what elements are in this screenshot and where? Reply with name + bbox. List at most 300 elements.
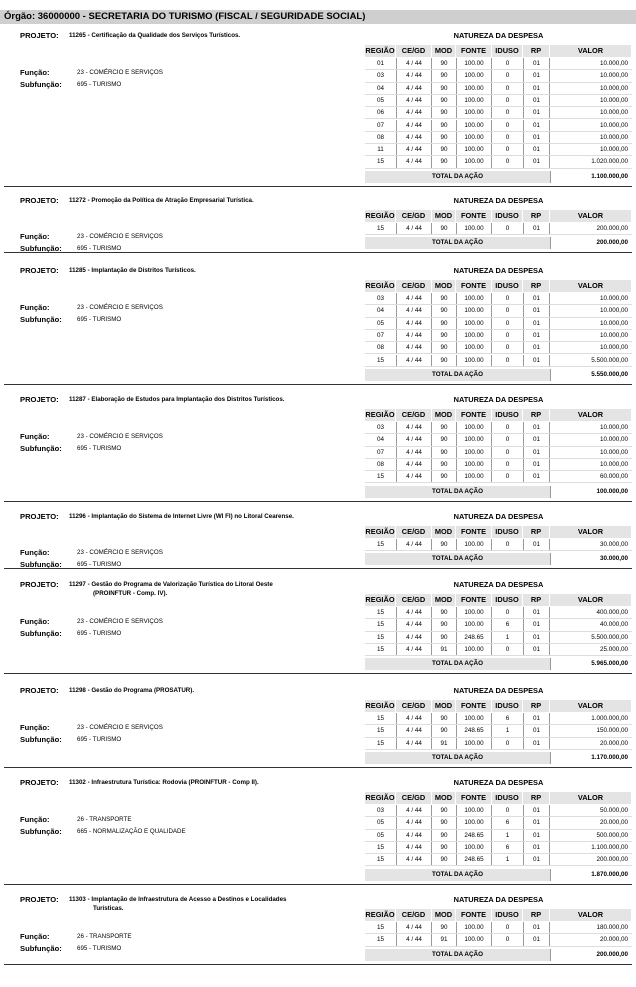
table-cell: 15 bbox=[376, 473, 384, 481]
table-cell: 100.00 bbox=[456, 223, 492, 234]
column-header: VALOR bbox=[550, 909, 632, 921]
table-row bbox=[365, 83, 632, 95]
funcao-label: Função: bbox=[20, 68, 50, 77]
section-divider bbox=[4, 186, 632, 187]
table-cell: 06 bbox=[376, 109, 384, 117]
table-cell: 0 bbox=[505, 344, 510, 352]
subfuncao-value: 695 - TURISMO bbox=[77, 316, 122, 323]
natureza-despesa-heading: NATUREZA DA DESPESA bbox=[453, 686, 544, 695]
table-cell: 90 bbox=[440, 819, 448, 827]
table-cell: 0 bbox=[505, 96, 510, 104]
table-cell: 4 / 44 bbox=[396, 132, 432, 143]
table-cell: 50.000,00 bbox=[599, 807, 628, 814]
column-header: FONTE bbox=[456, 280, 492, 292]
table-cell: 180.000,00 bbox=[596, 924, 628, 931]
table-cell: 5.500.000,00 bbox=[591, 633, 628, 641]
table-cell: 10.000,00 bbox=[599, 121, 628, 129]
funcao-label: Função: bbox=[20, 723, 50, 732]
table-cell: 01 bbox=[523, 459, 550, 470]
table-cell: 100.00 bbox=[456, 471, 492, 482]
table-cell: 90 bbox=[440, 344, 448, 352]
table-cell: 4 / 44 bbox=[396, 607, 432, 618]
table-cell: 100.00 bbox=[456, 330, 492, 341]
table-cell: 4 / 44 bbox=[396, 120, 432, 131]
table-cell: 01 bbox=[523, 854, 550, 865]
section-divider bbox=[4, 964, 632, 965]
table-header bbox=[365, 792, 632, 804]
table-cell: 5.500.000,00 bbox=[591, 356, 628, 364]
table-row bbox=[365, 447, 632, 459]
section-divider bbox=[4, 673, 632, 674]
total-value: 1.100.000,00 bbox=[550, 171, 632, 183]
table-cell: 90 bbox=[440, 807, 448, 814]
total-value: 1.170.000,00 bbox=[550, 752, 632, 764]
table-cell: 04 bbox=[376, 436, 384, 444]
subfuncao-label: Subfunção: bbox=[20, 944, 62, 953]
table-cell: 1 bbox=[505, 856, 510, 864]
column-header: CE/GD bbox=[396, 409, 432, 421]
table-cell: 01 bbox=[523, 422, 550, 433]
table-row bbox=[365, 342, 632, 354]
column-header: RP bbox=[523, 280, 550, 292]
table-cell: 20.000,00 bbox=[599, 819, 628, 827]
table-row bbox=[365, 305, 632, 317]
table-cell: 01 bbox=[523, 120, 550, 131]
column-header: MOD bbox=[432, 45, 456, 57]
total-label: TOTAL DA AÇÃO bbox=[365, 869, 550, 881]
column-header: RP bbox=[523, 594, 550, 606]
table-cell: 100.00 bbox=[456, 713, 492, 724]
subfuncao-label: Subfunção: bbox=[20, 80, 62, 89]
column-header: CE/GD bbox=[396, 909, 432, 921]
table-cell: 100.00 bbox=[456, 738, 492, 749]
subfuncao-label: Subfunção: bbox=[20, 244, 62, 253]
table-cell: 01 bbox=[523, 830, 550, 841]
table-cell: 01 bbox=[523, 619, 550, 630]
table-cell: 90 bbox=[440, 72, 448, 80]
table-row bbox=[365, 805, 632, 817]
column-header: IDUSO bbox=[492, 594, 523, 606]
funcao-value: 23 - COMÉRCIO E SERVIÇOS bbox=[77, 69, 163, 76]
column-header: CE/GD bbox=[396, 526, 432, 538]
table-row bbox=[365, 817, 632, 829]
table-cell: 01 bbox=[523, 607, 550, 618]
column-header: IDUSO bbox=[492, 210, 523, 222]
total-label: TOTAL DA AÇÃO bbox=[365, 553, 550, 565]
table-row bbox=[365, 293, 632, 305]
table-cell: 10.000,00 bbox=[599, 109, 628, 117]
table-cell: 0 bbox=[505, 121, 510, 129]
table-cell: 100.00 bbox=[456, 305, 492, 316]
table-cell: 4 / 44 bbox=[396, 355, 432, 366]
table-cell: 01 bbox=[523, 539, 550, 550]
table-cell: 40.000,00 bbox=[599, 621, 628, 629]
total-label: TOTAL DA AÇÃO bbox=[365, 658, 550, 670]
table-cell: 30.000,00 bbox=[599, 541, 628, 548]
table-row bbox=[365, 922, 632, 934]
column-header: FONTE bbox=[456, 594, 492, 606]
column-header: CE/GD bbox=[396, 700, 432, 712]
subfuncao-label: Subfunção: bbox=[20, 444, 62, 453]
natureza-despesa-heading: NATUREZA DA DESPESA bbox=[453, 31, 544, 40]
table-cell: 15 bbox=[376, 727, 384, 735]
table-row bbox=[365, 330, 632, 342]
table-cell: 400.000,00 bbox=[596, 609, 628, 616]
total-row bbox=[365, 658, 632, 670]
table-cell: 10.000,00 bbox=[599, 436, 628, 444]
projeto-title: 11296 - Implantação do Sistema de Internet Livre (WI FI) no Litoral Cearense. bbox=[69, 513, 294, 520]
table-cell: 100.00 bbox=[456, 447, 492, 458]
table-cell: 4 / 44 bbox=[396, 223, 432, 234]
total-label: TOTAL DA AÇÃO bbox=[365, 752, 550, 764]
column-header: RP bbox=[523, 45, 550, 57]
table-cell: 90 bbox=[440, 319, 448, 327]
table-cell: 4 / 44 bbox=[396, 58, 432, 69]
column-header: VALOR bbox=[550, 210, 632, 222]
table-cell: 0 bbox=[505, 448, 510, 456]
funcao-value: 23 - COMÉRCIO E SERVIÇOS bbox=[77, 618, 163, 625]
column-header: VALOR bbox=[550, 594, 632, 606]
table-cell: 200.000,00 bbox=[596, 856, 628, 864]
table-cell: 90 bbox=[440, 295, 448, 302]
table-cell: 15 bbox=[376, 843, 384, 851]
table-cell: 6 bbox=[505, 621, 510, 629]
section-divider bbox=[4, 767, 632, 768]
column-header: VALOR bbox=[550, 280, 632, 292]
table-cell: 11 bbox=[377, 146, 384, 154]
table-cell: 0 bbox=[505, 307, 510, 315]
table-cell: 100.00 bbox=[456, 156, 492, 167]
table-cell: 0 bbox=[505, 158, 510, 166]
projeto-title-cont: (PROINFTUR - Comp. IV). bbox=[93, 590, 168, 597]
projeto-label: PROJETO: bbox=[20, 580, 59, 589]
column-header: MOD bbox=[432, 792, 456, 804]
table-row bbox=[365, 459, 632, 471]
table-cell: 90 bbox=[440, 60, 448, 67]
table-cell: 01 bbox=[523, 144, 550, 155]
table-cell: 0 bbox=[505, 541, 510, 548]
column-header: FONTE bbox=[456, 409, 492, 421]
table-cell: 01 bbox=[523, 58, 550, 69]
table-cell: 0 bbox=[505, 295, 510, 302]
table-cell: 05 bbox=[376, 831, 384, 839]
table-cell: 0 bbox=[505, 84, 510, 92]
table-cell: 100.00 bbox=[456, 459, 492, 470]
subfuncao-label: Subfunção: bbox=[20, 827, 62, 836]
table-cell: 10.000,00 bbox=[599, 72, 628, 80]
column-header: REGIÃO bbox=[365, 910, 395, 919]
table-cell: 4 / 44 bbox=[396, 70, 432, 81]
table-cell: 4 / 44 bbox=[396, 83, 432, 94]
table-cell: 248.65 bbox=[456, 632, 492, 643]
total-row bbox=[365, 171, 632, 183]
table-cell: 90 bbox=[440, 856, 448, 864]
table-cell: 90 bbox=[440, 96, 448, 104]
table-cell: 15 bbox=[376, 621, 384, 629]
funcao-label: Função: bbox=[20, 815, 50, 824]
table-cell: 4 / 44 bbox=[396, 854, 432, 865]
column-header: VALOR bbox=[550, 526, 632, 538]
table-cell: 10.000,00 bbox=[599, 331, 628, 339]
table-cell: 01 bbox=[523, 95, 550, 106]
total-value: 200.000,00 bbox=[550, 237, 632, 249]
table-cell: 1.100.000,00 bbox=[591, 843, 628, 851]
table-cell: 6 bbox=[505, 843, 510, 851]
section-divider bbox=[4, 501, 632, 502]
column-header: CE/GD bbox=[396, 210, 432, 222]
table-cell: 90 bbox=[440, 448, 448, 456]
table-cell: 100.00 bbox=[456, 107, 492, 118]
section-divider bbox=[4, 884, 632, 885]
column-header: VALOR bbox=[550, 45, 632, 57]
table-row bbox=[365, 144, 632, 156]
table-cell: 90 bbox=[440, 609, 448, 616]
table-cell: 90 bbox=[440, 146, 448, 154]
table-cell: 90 bbox=[440, 715, 448, 722]
table-cell: 03 bbox=[376, 807, 384, 814]
table-row bbox=[365, 95, 632, 107]
table-cell: 4 / 44 bbox=[396, 934, 432, 945]
section-divider bbox=[4, 384, 632, 385]
subfuncao-value: 695 - TURISMO bbox=[77, 945, 122, 952]
table-cell: 4 / 44 bbox=[396, 805, 432, 816]
table-cell: 100.00 bbox=[456, 70, 492, 81]
total-label: TOTAL DA AÇÃO bbox=[365, 949, 550, 961]
table-cell: 01 bbox=[523, 156, 550, 167]
table-header bbox=[365, 45, 632, 57]
projeto-title: 11302 - Infraestrutura Turística: Rodovia (PROINFTUR - Comp II). bbox=[69, 779, 259, 786]
table-cell: 10.000,00 bbox=[599, 60, 628, 67]
table-cell: 01 bbox=[523, 738, 550, 749]
column-header: REGIÃO bbox=[365, 281, 395, 290]
total-row bbox=[365, 869, 632, 881]
column-header: REGIÃO bbox=[365, 595, 395, 604]
table-cell: 10.000,00 bbox=[599, 295, 628, 302]
table-cell: 01 bbox=[523, 934, 550, 945]
column-header: REGIÃO bbox=[365, 410, 395, 419]
table-cell: 90 bbox=[440, 158, 448, 166]
table-cell: 100.00 bbox=[456, 293, 492, 304]
column-header: RP bbox=[523, 700, 550, 712]
projeto-title: 11287 - Elaboração de Estudos para Implantação dos Distritos Turísticos. bbox=[69, 396, 285, 403]
projeto-title: 11272 - Promoção da Política de Atração Empresarial Turística. bbox=[69, 197, 254, 204]
subfuncao-label: Subfunção: bbox=[20, 735, 62, 744]
projeto-title: 11303 - Implantação de Infraestrutura de Acesso a Destinos e Localidades bbox=[69, 896, 287, 903]
table-row bbox=[365, 120, 632, 132]
table-cell: 4 / 44 bbox=[396, 95, 432, 106]
total-row bbox=[365, 553, 632, 565]
table-row bbox=[365, 471, 632, 483]
table-cell: 91 bbox=[440, 645, 448, 653]
table-cell: 248.65 bbox=[456, 854, 492, 865]
table-cell: 0 bbox=[505, 60, 510, 67]
funcao-value: 26 - TRANSPORTE bbox=[77, 816, 132, 823]
table-cell: 03 bbox=[376, 424, 384, 431]
column-header: FONTE bbox=[456, 909, 492, 921]
projeto-title: 11298 - Gestão do Programa (PROSATUR). bbox=[69, 687, 195, 694]
column-header: CE/GD bbox=[396, 45, 432, 57]
table-header bbox=[365, 700, 632, 712]
table-cell: 0 bbox=[505, 72, 510, 80]
table-cell: 20.000,00 bbox=[599, 936, 628, 944]
table-cell: 0 bbox=[505, 225, 510, 232]
table-row bbox=[365, 70, 632, 82]
table-cell: 4 / 44 bbox=[396, 539, 432, 550]
total-row bbox=[365, 369, 632, 381]
funcao-label: Função: bbox=[20, 548, 50, 557]
column-header: VALOR bbox=[550, 792, 632, 804]
table-cell: 0 bbox=[505, 645, 510, 653]
column-header: RP bbox=[523, 909, 550, 921]
table-cell: 07 bbox=[376, 448, 384, 456]
table-header bbox=[365, 594, 632, 606]
column-header: REGIÃO bbox=[365, 701, 395, 710]
table-cell: 91 bbox=[440, 739, 448, 747]
table-cell: 0 bbox=[505, 924, 510, 931]
table-cell: 15 bbox=[376, 633, 384, 641]
column-header: REGIÃO bbox=[365, 793, 395, 802]
table-row bbox=[365, 738, 632, 750]
table-cell: 0 bbox=[505, 460, 510, 468]
column-header: CE/GD bbox=[396, 280, 432, 292]
orgao-header: Órgão: 36000000 - SECRETARIA DO TURISMO (FISCAL / SEGURIDADE SOCIAL) bbox=[0, 10, 636, 24]
table-cell: 60.000,00 bbox=[599, 473, 628, 481]
table-header bbox=[365, 409, 632, 421]
table-cell: 01 bbox=[523, 817, 550, 828]
column-header: IDUSO bbox=[492, 792, 523, 804]
table-row bbox=[365, 830, 632, 842]
table-cell: 248.65 bbox=[456, 830, 492, 841]
table-cell: 100.00 bbox=[456, 144, 492, 155]
table-cell: 90 bbox=[440, 84, 448, 92]
column-header: FONTE bbox=[456, 210, 492, 222]
total-row bbox=[365, 486, 632, 498]
total-value: 30.000,00 bbox=[550, 553, 632, 565]
column-header: MOD bbox=[432, 594, 456, 606]
table-cell: 4 / 44 bbox=[396, 144, 432, 155]
funcao-label: Função: bbox=[20, 303, 50, 312]
table-cell: 100.00 bbox=[456, 842, 492, 853]
table-cell: 0 bbox=[505, 807, 510, 814]
table-cell: 100.00 bbox=[456, 434, 492, 445]
table-row bbox=[365, 223, 632, 235]
table-cell: 100.00 bbox=[456, 355, 492, 366]
table-cell: 0 bbox=[505, 331, 510, 339]
table-cell: 04 bbox=[376, 307, 384, 315]
table-cell: 01 bbox=[523, 132, 550, 143]
table-row bbox=[365, 156, 632, 168]
total-row bbox=[365, 949, 632, 961]
table-row bbox=[365, 934, 632, 946]
table-cell: 90 bbox=[440, 307, 448, 315]
table-cell: 15 bbox=[376, 936, 384, 944]
table-cell: 100.00 bbox=[456, 58, 492, 69]
subfuncao-value: 695 - TURISMO bbox=[77, 245, 122, 252]
table-cell: 4 / 44 bbox=[396, 318, 432, 329]
funcao-label: Função: bbox=[20, 432, 50, 441]
column-header: MOD bbox=[432, 210, 456, 222]
table-cell: 15 bbox=[376, 924, 384, 931]
subfuncao-value: 695 - TURISMO bbox=[77, 561, 122, 568]
table-cell: 0 bbox=[505, 356, 510, 364]
table-cell: 01 bbox=[523, 83, 550, 94]
table-cell: 90 bbox=[440, 121, 448, 129]
table-cell: 100.00 bbox=[456, 342, 492, 353]
table-cell: 100.00 bbox=[456, 132, 492, 143]
table-cell: 4 / 44 bbox=[396, 342, 432, 353]
table-cell: 10.000,00 bbox=[599, 84, 628, 92]
table-cell: 01 bbox=[523, 70, 550, 81]
column-header: MOD bbox=[432, 526, 456, 538]
funcao-value: 23 - COMÉRCIO E SERVIÇOS bbox=[77, 433, 163, 440]
table-cell: 08 bbox=[376, 344, 384, 352]
table-cell: 90 bbox=[440, 924, 448, 931]
funcao-value: 26 - TRANSPORTE bbox=[77, 933, 132, 940]
table-cell: 10.000,00 bbox=[599, 307, 628, 315]
column-header: CE/GD bbox=[396, 594, 432, 606]
table-cell: 0 bbox=[505, 609, 510, 616]
projeto-label: PROJETO: bbox=[20, 395, 59, 404]
table-cell: 05 bbox=[376, 319, 384, 327]
table-cell: 0 bbox=[505, 109, 510, 117]
table-cell: 01 bbox=[523, 318, 550, 329]
column-header: RP bbox=[523, 210, 550, 222]
column-header: RP bbox=[523, 526, 550, 538]
table-cell: 100.00 bbox=[456, 95, 492, 106]
table-row bbox=[365, 725, 632, 737]
table-cell: 01 bbox=[523, 805, 550, 816]
table-row bbox=[365, 422, 632, 434]
column-header: MOD bbox=[432, 700, 456, 712]
projeto-label: PROJETO: bbox=[20, 895, 59, 904]
column-header: FONTE bbox=[456, 792, 492, 804]
table-cell: 4 / 44 bbox=[396, 107, 432, 118]
table-cell: 0 bbox=[505, 739, 510, 747]
table-cell: 05 bbox=[376, 819, 384, 827]
table-row bbox=[365, 644, 632, 656]
funcao-value: 23 - COMÉRCIO E SERVIÇOS bbox=[77, 304, 163, 311]
table-cell: 90 bbox=[440, 473, 448, 481]
column-header: IDUSO bbox=[492, 700, 523, 712]
column-header: MOD bbox=[432, 409, 456, 421]
table-cell: 248.65 bbox=[456, 725, 492, 736]
projeto-title: 11285 - Implantação de Distritos Turísticos. bbox=[69, 267, 196, 274]
projeto-title-cont: Turísticas. bbox=[93, 905, 124, 912]
table-cell: 20.000,00 bbox=[599, 739, 628, 747]
table-header bbox=[365, 280, 632, 292]
table-cell: 15 bbox=[376, 158, 384, 166]
table-cell: 01 bbox=[523, 471, 550, 482]
table-cell: 100.00 bbox=[456, 318, 492, 329]
column-header: MOD bbox=[432, 280, 456, 292]
table-cell: 15 bbox=[376, 739, 384, 747]
table-cell: 90 bbox=[440, 621, 448, 629]
column-header: FONTE bbox=[456, 526, 492, 538]
table-row bbox=[365, 318, 632, 330]
table-cell: 0 bbox=[505, 936, 510, 944]
column-header: CE/GD bbox=[396, 792, 432, 804]
table-cell: 4 / 44 bbox=[396, 447, 432, 458]
table-cell: 90 bbox=[440, 843, 448, 851]
table-cell: 08 bbox=[376, 133, 384, 141]
table-cell: 200.000,00 bbox=[596, 225, 628, 232]
table-cell: 03 bbox=[376, 295, 384, 302]
table-cell: 01 bbox=[523, 632, 550, 643]
table-cell: 4 / 44 bbox=[396, 725, 432, 736]
table-cell: 25.000,00 bbox=[599, 645, 628, 653]
table-cell: 4 / 44 bbox=[396, 471, 432, 482]
total-value: 1.870.000,00 bbox=[550, 869, 632, 881]
